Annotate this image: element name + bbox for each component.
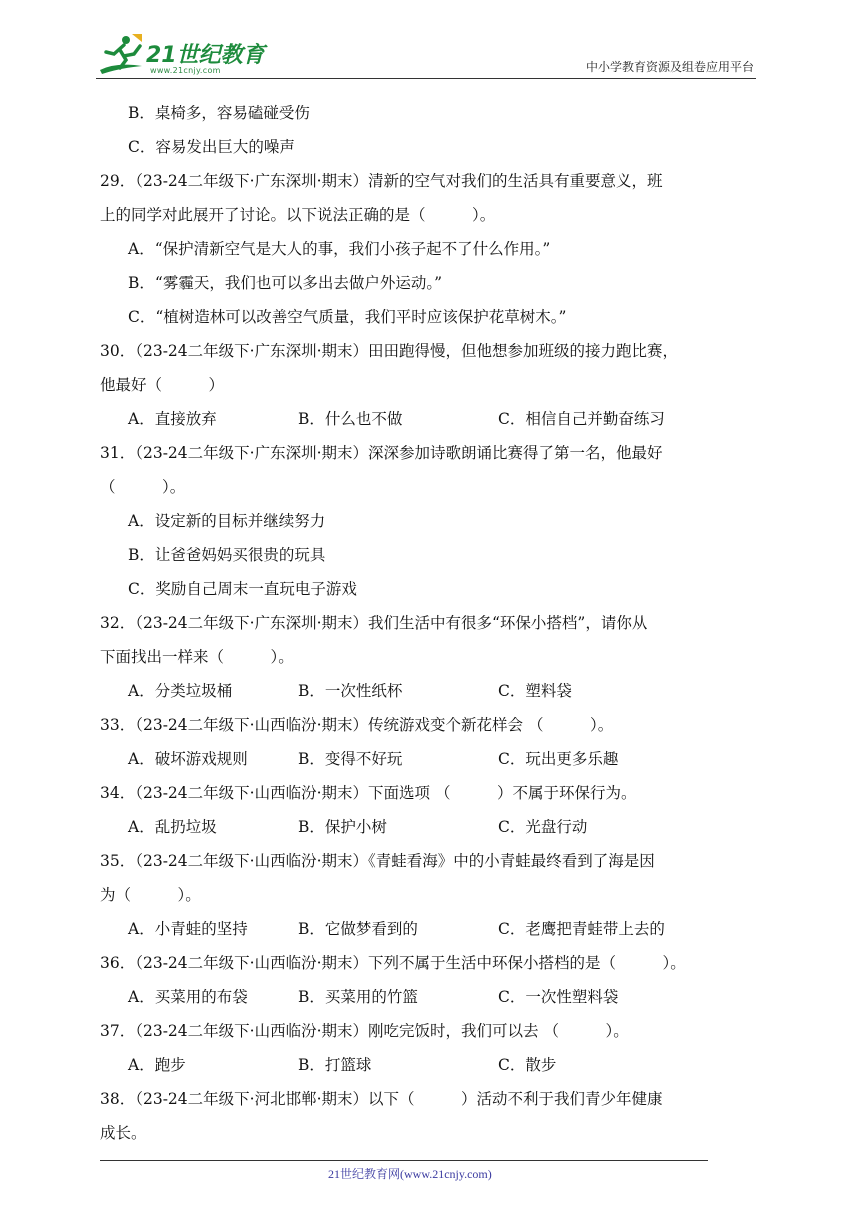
question-text: 34．（23-24二年级下·山西临汾·期末）下面选项 （ ）不属于环保行为。 [100,784,637,802]
option-c: C．光盘行动 [498,818,588,836]
question-text: 31．（23-24二年级下·广东深圳·期末）深深参加诗歌朗诵比赛得了第一名，他最好 [100,444,663,462]
header-divider [96,78,756,79]
question-text: 他最好（ ） [100,376,225,394]
option-b: B．保护小树 [298,818,387,836]
option-a: A．分类垃圾桶 [128,682,233,700]
option-c: C．散步 [498,1056,557,1074]
site-logo[interactable] [96,32,266,78]
logo-wordmark: 21世纪教育 [146,43,265,68]
answer-option: C．“植树造林可以改善空气质量，我们平时应该保护花草树木。” [128,308,567,326]
question-text: 33．（23-24二年级下·山西临汾·期末）传统游戏变个新花样会 （ ）。 [100,716,614,734]
question-text: 36．（23-24二年级下·山西临汾·期末）下列不属于生活中环保小搭档的是（ ）。 [100,954,686,972]
option-c: C．相信自己并勤奋练习 [498,410,665,428]
option-a: A．跑步 [128,1056,186,1074]
option-c: C．一次性塑料袋 [498,988,619,1006]
option-a: A．小青蛙的坚持 [128,920,248,938]
answer-option: A．设定新的目标并继续努力 [128,512,326,530]
answer-option: B．让爸爸妈妈买很贵的玩具 [128,546,326,564]
question-text: 下面找出一样来（ ）。 [100,648,294,666]
option-a: A．买菜用的布袋 [128,988,248,1006]
answer-option: B．“雾霾天，我们也可以多出去做户外运动。” [128,274,442,292]
option-c: C．老鹰把青蛙带上去的 [498,920,665,938]
page-header [96,28,756,80]
option-b: B．打篮球 [298,1056,372,1074]
option-c: C．塑料袋 [498,682,572,700]
option-b: B．一次性纸杯 [298,682,403,700]
question-text: 32．（23-24二年级下·广东深圳·期末）我们生活中有很多“环保小搭档”，请你从 [100,614,648,632]
question-text: 为（ ）。 [100,886,201,904]
question-text: 29．（23-24二年级下·广东深圳·期末）清新的空气对我们的生活具有重要意义，班 [100,172,663,190]
option-b: B．它做梦看到的 [298,920,418,938]
option-a: A．乱扔垃圾 [128,818,217,836]
question-text: 30．（23-24二年级下·广东深圳·期末）田田跑得慢，但他想参加班级的接力跑比赛， [100,342,679,360]
logo-url: www.21cnjy.com [150,66,221,75]
option-a: A．直接放弃 [128,410,217,428]
runner-logo-icon [96,32,148,76]
answer-option: A．“保护清新空气是大人的事，我们小孩子起不了什么作用。” [128,240,551,258]
footer-site-text[interactable]: 21世纪教育网(www.21cnjy.com) [328,1167,492,1181]
question-text: （ ）。 [100,478,186,496]
answer-option: C．奖励自己周末一直玩电子游戏 [128,580,357,598]
question-text: 37．（23-24二年级下·山西临汾·期末）刚吃完饭时，我们可以去 （ ）。 [100,1022,629,1040]
question-text: 38．（23-24二年级下·河北邯郸·期末）以下（ ）活动不利于我们青少年健康 [100,1090,663,1108]
footer-divider [100,1160,708,1161]
option-b: B．什么也不做 [298,410,403,428]
option-a: A．破坏游戏规则 [128,750,248,768]
question-text: 35．（23-24二年级下·山西临汾·期末）《青蛙看海》中的小青蛙最终看到了海是因 [100,852,655,870]
platform-name: 中小学教育资源及组卷应用平台 [585,60,754,74]
option-b: B．变得不好玩 [298,750,403,768]
option-b: B．买菜用的竹篮 [298,988,418,1006]
question-text: 成长。 [100,1124,147,1142]
answer-option: C．容易发出巨大的噪声 [128,138,295,156]
question-text: 上的同学对此展开了讨论。以下说法正确的是（ ）。 [100,206,496,224]
answer-option: B．桌椅多，容易磕碰受伤 [128,104,310,122]
option-c: C．玩出更多乐趣 [498,750,619,768]
